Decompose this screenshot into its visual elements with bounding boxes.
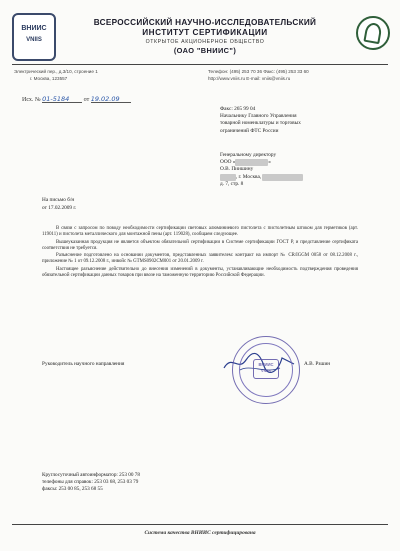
- recipient-1-line3: ограничений ФТС России: [220, 127, 279, 134]
- contacts-line1: Круглосуточный автоинформатор: 253 00 78: [42, 472, 140, 478]
- redacted-zip: [220, 174, 236, 181]
- redacted-street: [262, 174, 303, 181]
- leaf-logo-icon: [356, 16, 390, 50]
- recipient-block-1: [220, 106, 301, 135]
- address-left-line2: г. Москва, 123557: [30, 76, 68, 81]
- logo-text-ru: ВНИИС: [21, 25, 47, 32]
- body-paragraph-2: Вышеуказанная продукция не является объектом обязательной сертификации в Системе сертификации ГОСТ Р, и представление сертификата соответствия не требуется.: [42, 239, 358, 251]
- letter-body: [42, 226, 358, 280]
- address-right-line1: Телефон: (495) 253 70 36 Факс: (495) 253 33 60: [208, 69, 309, 74]
- recipient-2-address: , г. Москва,: [220, 174, 303, 181]
- body-paragraph-4: Настоящее разъяснение действительно до внесения изменений в документы, устанавливающие необходимость подтверждения проведения обязательной сертификации данных товаров при ввозе на таможенную территорию Российской Федерации.: [42, 266, 358, 279]
- reply-line2: от 17.02.2009 г.: [42, 205, 77, 211]
- recipient-1-line1: Начальнику Главного Управления: [220, 113, 297, 120]
- org-title-line1: ВСЕРОССИЙСКИЙ НАУЧНО-ИССЛЕДОВАТЕЛЬСКИЙ: [93, 18, 317, 27]
- footer-quality-note: Система качества ВНИИС сертифицирована: [144, 530, 256, 536]
- redacted-org: [235, 159, 268, 166]
- recipient-block-2: [220, 152, 303, 188]
- ref-prefix: Исх. №: [22, 97, 41, 103]
- logo-text-en: VNIIS: [26, 37, 42, 43]
- recipient-1-line2: товарной номенклатуры и торговых: [220, 120, 301, 127]
- reply-line1: На письмо б/н: [42, 197, 75, 203]
- ref-number-field: [42, 95, 82, 103]
- org-title-line3: ОТКРЫТОЕ АКЦИОНЕРНОЕ ОБЩЕСТВО: [145, 39, 265, 45]
- contacts-block: [42, 472, 140, 494]
- recipient-2-name: О.В. Пиишину: [220, 166, 254, 173]
- recipient-2-title: Генеральному директору: [220, 152, 277, 158]
- address-right-line2: http://www.vniis.ru E-mail: vniis@vniis.ru: [208, 76, 291, 81]
- ref-date: 19.02.09: [90, 95, 120, 103]
- ref-from: от: [83, 97, 90, 103]
- recipient-fax: Факс: 265 99 04: [220, 106, 256, 112]
- org-title-line2: ИНСТИТУТ СЕРТИФИКАЦИИ: [142, 28, 268, 37]
- org-title-line4: (ОАО "ВНИИС"): [173, 46, 237, 55]
- contacts-line3: факсы: 253 00 85, 253 68 55: [42, 486, 103, 493]
- header-divider: [12, 64, 388, 65]
- body-paragraph-1: В связи с запросом по поводу необходимости сертификации световых алюминиевого пистолета с пистолетным штоком для герметиков (арт. 119011) и пистолета металлического для монтажной пены (арт. 119028), сообщаем следующее.: [42, 226, 358, 238]
- signer-name: А.В. Рзшин: [304, 361, 331, 367]
- ref-date-field: [91, 95, 131, 103]
- recipient-2-house: д. 7, стр. 8: [220, 180, 244, 187]
- contacts-line2: телефоны для справок: 253 03 68, 253 03 79: [42, 479, 139, 486]
- vniis-logo-icon: [12, 13, 56, 61]
- signer-role: Руководитель научного направления: [42, 361, 125, 367]
- address-left-line1: Электрический пер., д.3/10, строение 1: [14, 69, 98, 74]
- outgoing-reference: [22, 95, 131, 103]
- official-stamp-icon: [232, 336, 300, 404]
- footer-divider: [12, 524, 388, 525]
- body-paragraph-3: Разъяснение подготовлено на основании документов, представленных заявителем: контракт на импорт № CR/IGGM 0058 от 08.12.2008 г., приложение № 1 от 09.12.2008 г., инвойс № GTMS0902CM001 от 20.01.2009 г.: [42, 253, 358, 265]
- recipient-2-org: ООО « »: [220, 159, 271, 166]
- stamp-logo: ВНИИС VNIIS: [253, 359, 279, 379]
- ref-number: 01-5184: [42, 95, 70, 103]
